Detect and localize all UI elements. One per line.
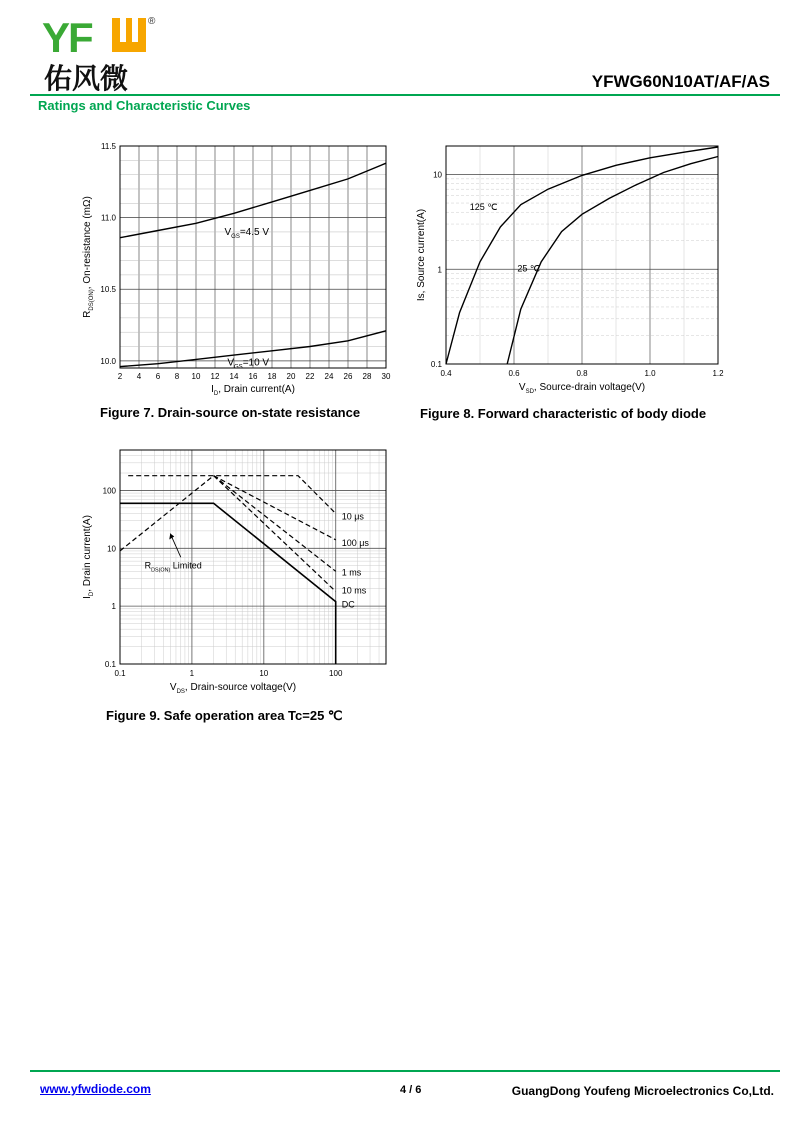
x-tick-label: 16	[248, 372, 258, 381]
y-tick-label: 1	[111, 602, 116, 612]
x-tick-label: 18	[267, 372, 277, 381]
figure-7-chart	[76, 136, 396, 396]
figure-9-caption: Figure 9. Safe operation area Tc=25 ℃	[106, 708, 343, 723]
y-tick-label: 0.1	[104, 660, 116, 669]
x-axis-label: $I_D$, Drain current(A)	[211, 384, 295, 396]
figure-7-caption: Figure 7. Drain-source on-state resistance	[100, 405, 361, 420]
x-tick-label: 0.8	[576, 369, 588, 378]
x-tick-label: 0.6	[508, 369, 520, 378]
section-title: Ratings and Characteristic Curves	[38, 98, 251, 113]
y-tick-label: 10.0	[100, 356, 116, 366]
page-number: 4 / 6	[400, 1084, 422, 1096]
x-tick-label: 20	[286, 372, 296, 381]
series-annotation: 125 ℃	[469, 202, 498, 213]
logo-letters: YF	[42, 14, 92, 61]
y-tick-label: 100	[102, 486, 116, 496]
x-tick-label: 1.2	[712, 369, 724, 378]
series-annotation: 10 ms	[341, 585, 367, 596]
part-number: YFWG60N10AT/AF/AS	[591, 72, 770, 91]
series-annotation: 100 μs	[341, 537, 369, 548]
x-tick-label: 10	[259, 669, 269, 678]
y-tick-label: 10	[107, 544, 116, 554]
x-axis-label: $V_{DS}$, Drain-source voltage(V)	[169, 682, 297, 695]
series-annotation: 25 ℃	[517, 263, 541, 274]
figure-8-chart	[408, 136, 738, 396]
registered-mark: ®	[148, 16, 156, 27]
y-tick-label: 10	[433, 170, 442, 180]
company-logo	[40, 12, 160, 92]
y-axis-label: Is, Source current(A)	[416, 208, 427, 302]
logo-chinese: 佑风微	[44, 63, 129, 92]
y-tick-label: 11.0	[101, 213, 116, 223]
series-annotation: $V_{GS}=4.5$ V	[224, 226, 270, 240]
y-axis-label: $R_{DS(ON)}$, On-resistance (mΩ)	[82, 196, 95, 318]
series-annotation: DC	[341, 599, 355, 610]
series-annotation: 1 ms	[341, 567, 362, 578]
series-line	[507, 157, 718, 365]
x-tick-label: 26	[343, 372, 353, 381]
x-tick-label: 2	[117, 372, 123, 381]
x-tick-label: 1	[189, 669, 195, 678]
logo-mark	[112, 18, 146, 52]
y-tick-label: 0.1	[430, 360, 442, 369]
x-tick-label: 1.0	[644, 369, 656, 378]
figure-8-caption: Figure 8. Forward characteristic of body diode	[420, 406, 707, 421]
x-tick-label: 10	[191, 372, 201, 381]
website-link[interactable]: www.yfwdiode.com	[40, 1082, 151, 1096]
x-tick-label: 24	[324, 372, 334, 381]
x-axis-label: $V_{SD}$, Source-drain voltage(V)	[518, 382, 646, 395]
y-tick-label: 1	[437, 265, 442, 275]
x-tick-label: 14	[229, 372, 239, 381]
x-tick-label: 30	[381, 372, 391, 381]
series-line	[120, 503, 336, 664]
header-divider	[30, 94, 780, 96]
x-tick-label: 0.1	[114, 669, 126, 678]
footer-divider	[30, 1070, 780, 1072]
x-tick-label: 0.4	[440, 369, 452, 378]
figure-9-chart	[76, 440, 406, 705]
x-tick-label: 28	[362, 372, 372, 381]
series-annotation: $V_{GS}=10$ V	[227, 357, 270, 371]
x-tick-label: 100	[329, 669, 343, 678]
y-tick-label: 11.5	[101, 142, 116, 151]
plot-frame	[120, 450, 386, 664]
x-tick-label: 8	[174, 372, 180, 381]
x-tick-label: 4	[136, 372, 142, 381]
x-tick-label: 22	[305, 372, 315, 381]
series-annotation: 10 μs	[341, 511, 364, 522]
rds-limited-label: $R_{DS(ON)}$ Limited	[144, 560, 202, 574]
y-axis-label: $I_D$, Drain current(A)	[82, 515, 95, 599]
y-tick-label: 10.5	[100, 285, 116, 295]
company-name: GuangDong Youfeng Microelectronics Co,Ltd.	[511, 1084, 774, 1098]
x-tick-label: 12	[210, 372, 220, 381]
x-tick-label: 6	[155, 372, 161, 381]
